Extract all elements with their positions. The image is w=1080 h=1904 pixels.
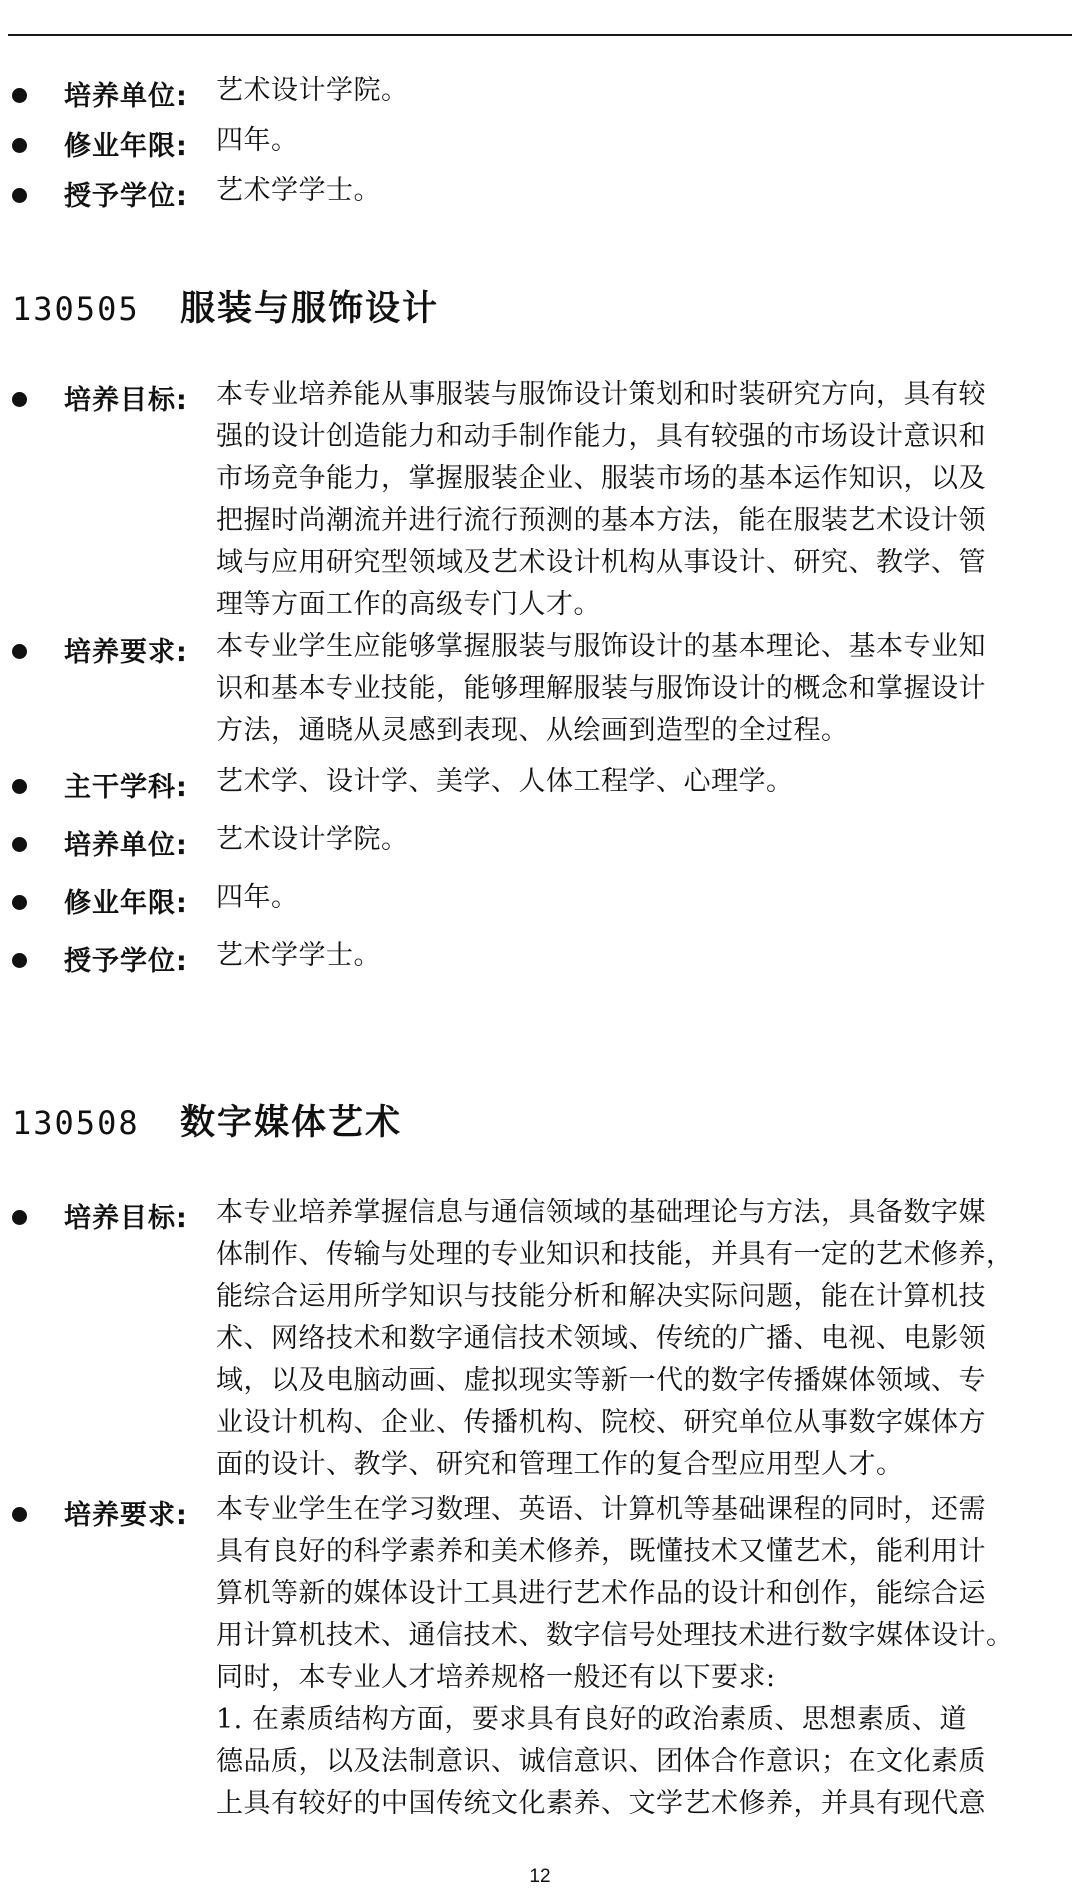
requirement-item [0,1493,1080,1833]
subjects-label: 主干学科: [64,772,188,803]
section-heading-130508 [12,1098,402,1148]
page-number: 12 [529,1866,551,1887]
bullet-icon [12,88,27,103]
subjects-text: 艺术学、设计学、美学、人体工程学、心理学。 [216,766,794,797]
prev-unit-text: 艺术设计学院。 [216,75,409,106]
bullet-icon [12,837,27,852]
section-130508-body [0,1196,1080,1833]
years-item [0,881,1080,939]
years-text: 四年。 [216,882,299,913]
section-heading-130505 [12,284,439,334]
goal-item [0,1196,1080,1493]
prev-years-label: 修业年限: [64,131,188,162]
prev-degree-text: 艺术学学士。 [216,175,381,206]
prev-unit-label: 培养单位: [64,81,188,112]
unit-label: 培养单位: [64,830,188,861]
bullet-icon [12,188,27,203]
prev-unit-item [0,74,1080,124]
bullet-icon [12,644,27,659]
goal-label: 培养目标: [64,1203,188,1234]
section-130505-body [0,378,1080,997]
bullet-icon [12,1210,27,1225]
degree-text: 艺术学学士。 [216,940,381,971]
unit-text: 艺术设计学院。 [216,824,409,855]
major-code: 130508 [12,1104,140,1142]
prev-degree-item [0,174,1080,224]
bullet-icon [12,392,27,407]
unit-item [0,823,1080,881]
requirement-text: 本专业学生应能够掌握服装与服饰设计的基本理论、基本专业知 识和基本专业技能，能够理解服装与服饰设计的概念和掌握设计 方法，通晓从灵感到表现、从绘画到造型的全过程。 [216,631,986,746]
bullet-icon [12,895,27,910]
bullet-icon [12,138,27,153]
years-label: 修业年限: [64,888,188,919]
top-rule [8,34,1072,36]
goal-label: 培养目标: [64,385,188,416]
prev-years-text: 四年。 [216,125,299,156]
goal-text: 本专业培养掌握信息与通信领域的基础理论与方法，具备数字媒 体制作、传输与处理的专业知识和技能，并具有一定的艺术修养， 能综合运用所学知识与技能分析和解决实际问题，能在计算机技 术、网络技术和数字通信技术领域、传统的广播、电视、电影领 域，以及电脑动画、虚拟现实等新一代的数字传播媒体领域、专 业设计机构、企业、传播机构、院校、研究单位从事数字媒体方 面的设计、教学、研究和管理工作的复合型应用型人才。 [216,1197,1014,1480]
requirement-label: 培养要求: [64,1500,188,1531]
major-title: 数字媒体艺术 [180,1103,403,1143]
bullet-icon [12,953,27,968]
major-code: 130505 [12,290,140,328]
goal-item [0,378,1080,630]
subjects-item [0,765,1080,823]
major-title: 服装与服饰设计 [180,289,440,329]
bullet-icon [12,779,27,794]
prev-degree-label: 授予学位: [64,181,188,212]
prev-years-item [0,124,1080,174]
degree-item [0,939,1080,997]
degree-label: 授予学位: [64,946,188,977]
bullet-icon [12,1507,27,1522]
prev-section-tail [0,74,1080,224]
requirement-label: 培养要求: [64,637,188,668]
goal-text: 本专业培养能从事服装与服饰设计策划和时装研究方向，具有较 强的设计创造能力和动手制作能力，具有较强的市场设计意识和 市场竞争能力，掌握服装企业、服装市场的基本运作知识，以及 把握时尚潮流并进行流行预测的基本方法，能在服装艺术设计领 域与应用研究型领域及艺术设计机构从事设计、研究、教学、管 理等方面工作的高级专门人才。 [216,379,986,620]
requirement-text: 本专业学生在学习数理、英语、计算机等基础课程的同时，还需 具有良好的科学素养和美术修养，既懂技术又懂艺术，能利用计 算机等新的媒体设计工具进行艺术作品的设计和创作，能综合运 用计算机技术、通信技术、数字信号处理技术进行数字媒体设计。 同时，本专业人才培养规格一般还有以下要求: 1. 在素质结构方面，要求具有良好的政治素质、思想素质、道 德品质，以及法制意识、诚信意识、团体合作意识；在文化素质 上具有较好的中国传统文化素养、文学艺术修养，并具有现代意 [216,1494,1014,1819]
requirement-item [0,630,1080,765]
